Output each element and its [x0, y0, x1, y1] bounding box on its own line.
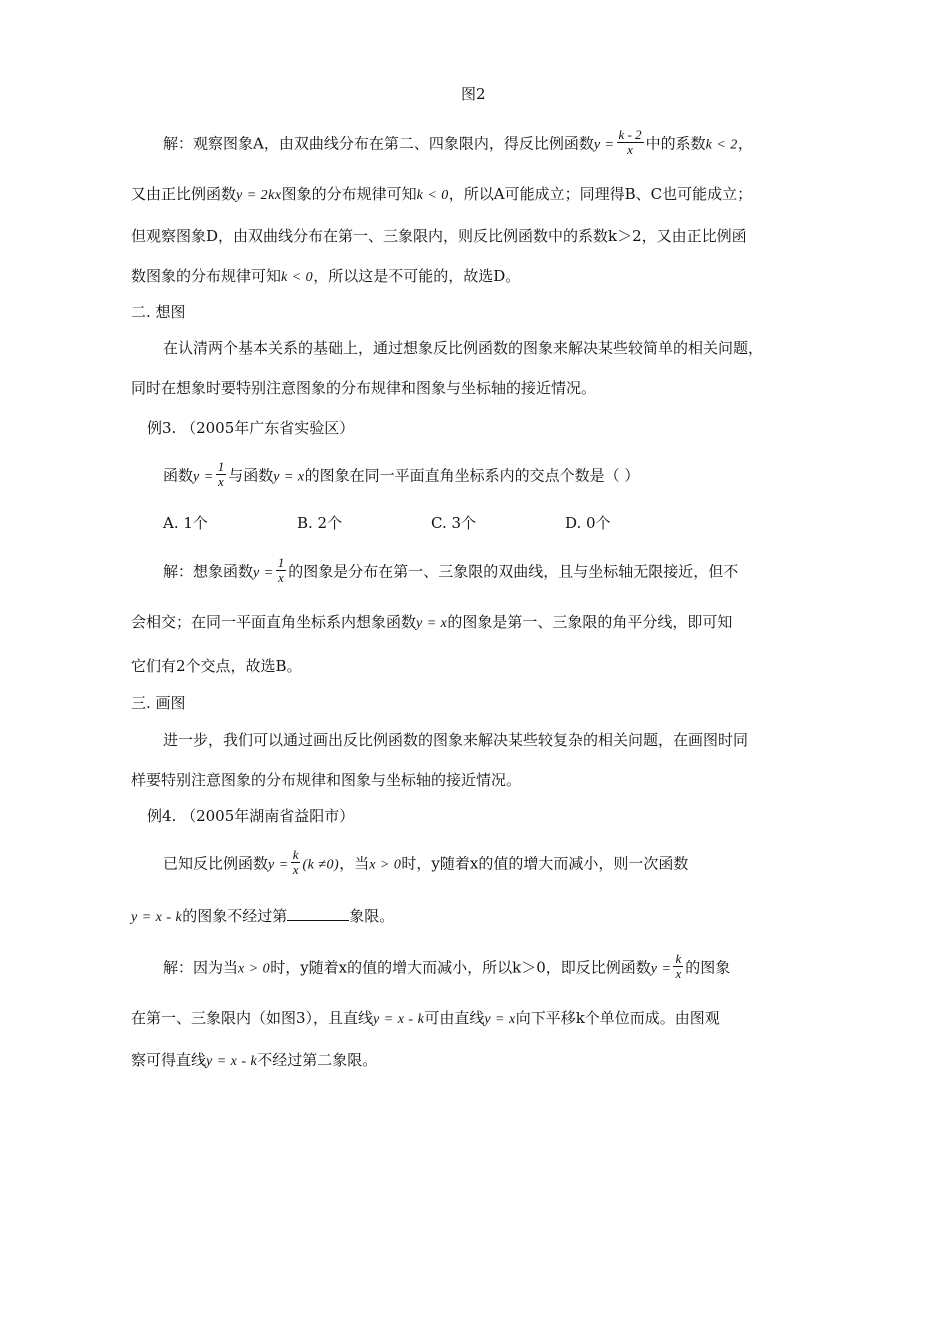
text: 在第一、三象限内（如图3），且直线: [131, 1009, 374, 1027]
fraction: [673, 952, 683, 981]
ex3-solution-line-2: [131, 612, 732, 634]
formula: y =: [253, 565, 274, 581]
formula: y = x: [484, 1012, 516, 1027]
example-4-question-line-1: [163, 847, 689, 879]
text: 图象的分布规律可知: [281, 185, 417, 203]
text: 函数: [163, 466, 194, 485]
option-d: D. 0个: [565, 514, 611, 532]
text: 时，y随着x的值的增大而减小，所以k＞0，即反比例函数: [270, 958, 651, 977]
example-3-label: 例3. （2005年广东省实验区）: [147, 419, 355, 437]
text: 已知反比例函数: [163, 854, 269, 873]
text: 解：因为当: [163, 958, 239, 977]
section-2-paragraph-line-2: 同时在想象时要特别注意图象的分布规律和图象与坐标轴的接近情况。: [131, 379, 597, 397]
formula: y =: [268, 857, 289, 873]
formula: (k ≠0): [302, 857, 340, 873]
formula: y = x - k: [206, 1054, 258, 1069]
formula: k < 2: [705, 137, 738, 153]
ex3-solution-line-1: [163, 555, 739, 587]
fraction: [216, 460, 227, 489]
formula: y =: [593, 137, 615, 153]
text: 解：观察图象A，由双曲线分布在第二、四象限内，得反比例函数: [163, 134, 594, 153]
ex3-solution-line-3: 它们有2个交点，故选B。: [131, 657, 302, 675]
formula: x > 0: [238, 961, 271, 977]
figure-caption: 图2: [461, 85, 486, 103]
option-b: B. 2个: [297, 514, 343, 532]
fraction-numerator: k - 2: [618, 127, 642, 142]
fraction-numerator: k: [675, 951, 682, 966]
fraction: [617, 128, 644, 157]
text: 的图象: [685, 958, 731, 977]
section-2-paragraph-line-1: 在认清两个基本关系的基础上，通过想象反比例函数的图象来解决某些较简单的相关问题，: [163, 339, 764, 357]
formula: y = x - k: [131, 910, 183, 925]
formula: y =: [650, 961, 672, 977]
text: 察可得直线: [131, 1051, 207, 1069]
example-4-label: 例4. （2005年湖南省益阳市）: [147, 807, 355, 825]
section-3-paragraph-line-1: 进一步，我们可以通过画出反比例函数的图象来解决某些较复杂的相关问题，在画图时同: [163, 731, 749, 749]
answer-blank: [287, 906, 349, 921]
fraction-numerator: 1: [217, 459, 225, 474]
text: ，所以这是不可能的，故选D。: [313, 267, 521, 285]
ex4-solution-line-3: [131, 1050, 377, 1072]
formula: y = x - k: [373, 1012, 425, 1027]
fraction-denominator: x: [627, 142, 633, 157]
formula: x > 0: [369, 857, 402, 873]
formula: k < 0: [416, 188, 449, 203]
ex2-solution-line-2: [131, 184, 752, 206]
formula: k < 0: [281, 270, 314, 285]
text: 的图象在同一平面直角坐标系内的交点个数是（ ）: [304, 466, 640, 485]
fraction-denominator: x: [218, 474, 224, 489]
option-c: C. 3个: [431, 514, 477, 532]
text: ，所以A可能成立；同理得B、C也可能成立；: [448, 185, 753, 203]
formula: y = x: [273, 469, 305, 485]
text: 数图象的分布规律可知: [131, 267, 282, 285]
fraction: [276, 556, 287, 585]
text: ，当: [339, 854, 370, 873]
fraction-denominator: x: [292, 862, 299, 877]
fraction-numerator: k: [292, 847, 299, 862]
ex4-solution-line-1: [163, 951, 731, 983]
ex2-solution-line-4: [131, 266, 520, 288]
section-3-paragraph-line-2: 样要特别注意图象的分布规律和图象与坐标轴的接近情况。: [131, 771, 522, 789]
option-a: A. 1个: [163, 514, 208, 532]
text: 不经过第二象限。: [257, 1051, 378, 1069]
section-3-heading: 三. 画图: [131, 694, 186, 712]
formula: y = 2kx: [236, 188, 282, 203]
section-2-heading: 二. 想图: [131, 303, 186, 321]
text: 会相交；在同一平面直角坐标系内想象函数: [131, 613, 417, 631]
example-4-question-line-2: [131, 906, 394, 928]
text: 的图象是第一、三象限的角平分线，即可知: [447, 613, 733, 631]
text: ，: [737, 134, 753, 153]
ex2-solution-line-3: 但观察图象D，由双曲线分布在第一、三象限内，则反比例函数中的系数k＞2，又由正比例函: [131, 227, 747, 245]
fraction: [291, 848, 301, 877]
example-3-question: [163, 459, 640, 491]
fraction-denominator: x: [675, 966, 682, 981]
formula: y = x: [416, 616, 448, 631]
text: 可由直线: [424, 1009, 485, 1027]
text: 又由正比例函数: [131, 185, 237, 203]
text: 时，y随着x的值的增大而减小，则一次函数: [401, 854, 689, 873]
text: 中的系数: [645, 134, 706, 153]
text: 象限。: [349, 907, 395, 925]
ex4-solution-line-2: [131, 1008, 720, 1030]
text: 的图象是分布在第一、三象限的双曲线，且与坐标轴无限接近，但不: [288, 562, 739, 581]
fraction-denominator: x: [278, 570, 284, 585]
formula: y =: [193, 469, 214, 485]
text: 的图象不经过第: [182, 907, 288, 925]
text: 向下平移k个单位而成。由图观: [515, 1009, 720, 1027]
fraction-numerator: 1: [277, 555, 285, 570]
ex2-solution-line-1: [163, 127, 753, 159]
text: 解：想象函数: [163, 562, 254, 581]
text: 与函数: [228, 466, 274, 485]
